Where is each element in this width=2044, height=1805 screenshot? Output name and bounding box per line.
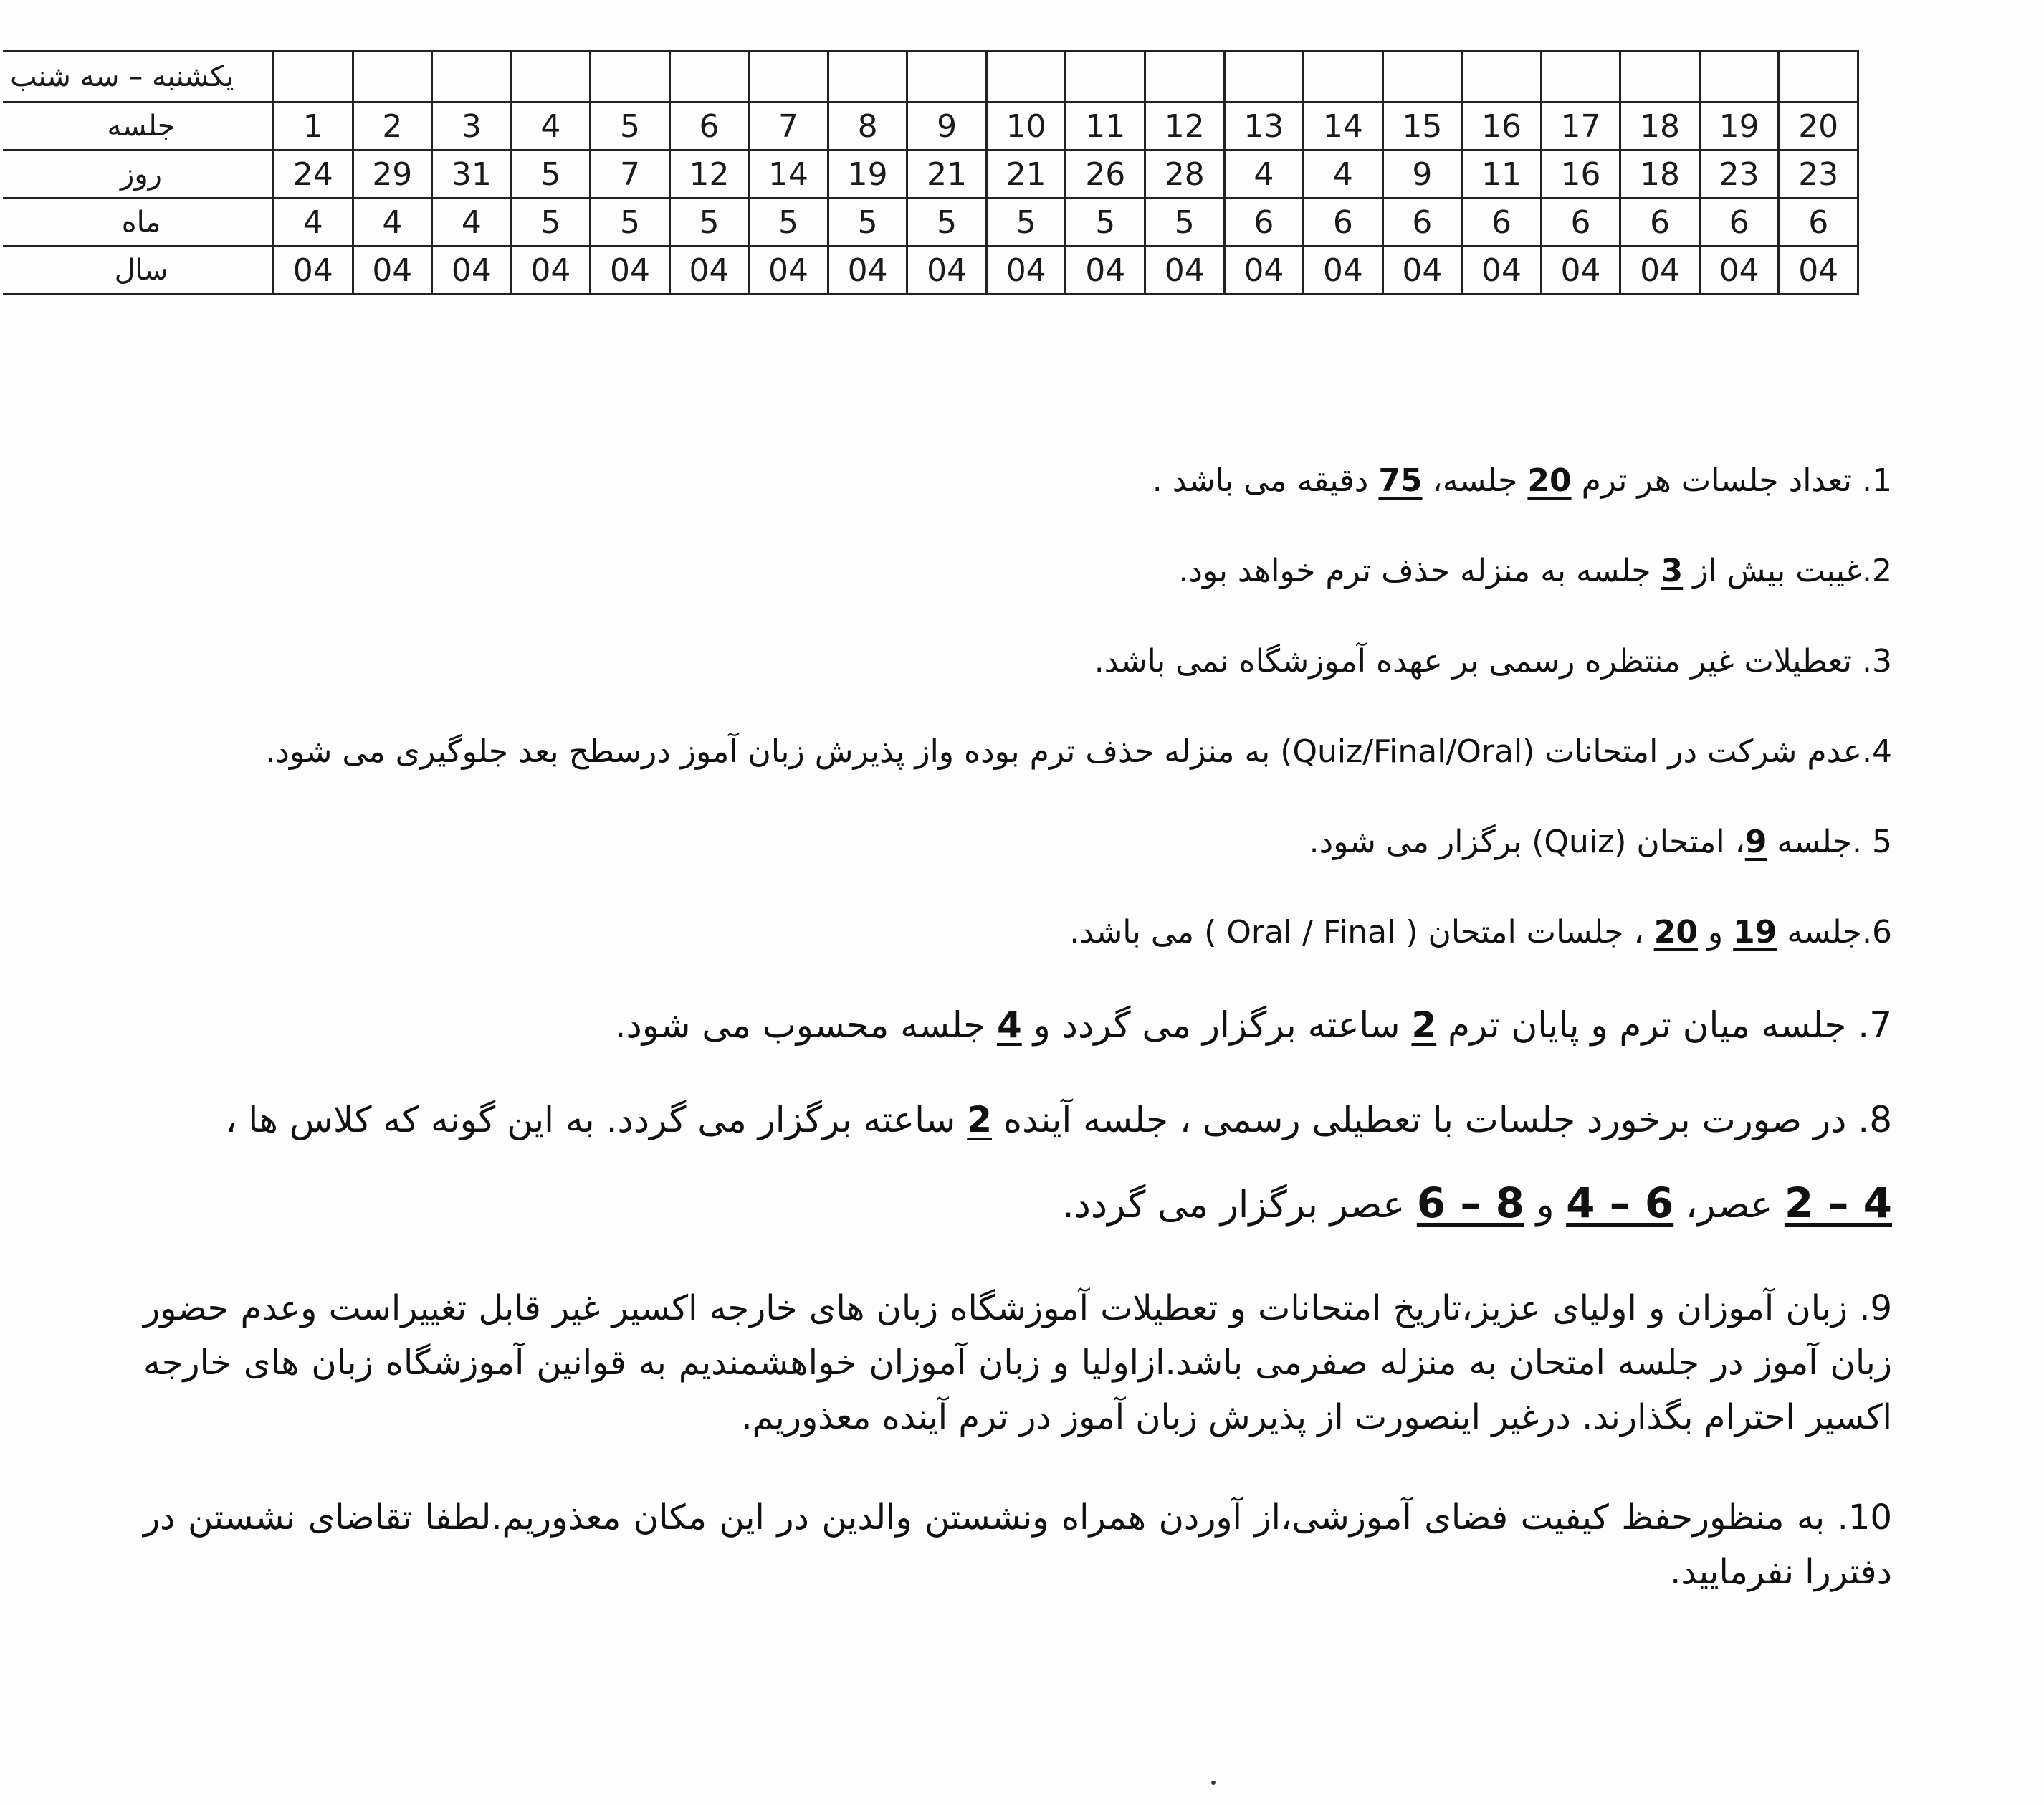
rule-text: تعطیلات غیر منتظره رسمی بر عهده آموزشگاه نمی باشد. <box>1094 643 1862 680</box>
rule-9 <box>143 1281 1892 1444</box>
time-slot: 6 – 8 <box>1416 1178 1524 1227</box>
table-cell-day: 14 <box>749 151 828 199</box>
exam-type: (Quiz) <box>1532 824 1627 860</box>
exam-types: (Quiz/Final/Oral) <box>1280 733 1535 770</box>
rule-2 <box>143 549 1892 594</box>
table-row-day <box>3 151 1858 199</box>
rule-1 <box>143 459 1892 503</box>
stray-dot-mark <box>1211 1781 1216 1785</box>
rules-list <box>143 459 1892 1645</box>
table-cell-session: 18 <box>1620 103 1700 151</box>
rule-number: 1. <box>1862 462 1892 499</box>
rule-number: 7. <box>1858 1004 1892 1046</box>
rule-text: جلسه به منزله حذف ترم خواهد بود. <box>1178 553 1661 589</box>
exam-types: ( Oral / Final ) <box>1204 914 1418 951</box>
table-cell-month: 6 <box>1699 199 1779 247</box>
rule-text: جلسه <box>1777 914 1862 951</box>
table-cell-session: 20 <box>1779 103 1858 151</box>
row-label: روز <box>3 151 274 199</box>
row-label: جلسه <box>3 103 274 151</box>
emphasis-number: 9 <box>1744 824 1767 860</box>
empty-cell <box>828 52 907 103</box>
rule-text: جلسه میان ترم و پایان ترم <box>1436 1004 1858 1046</box>
rule-number: 2. <box>1862 553 1892 589</box>
rule-number: 10 <box>1848 1497 1892 1538</box>
empty-cell <box>1699 52 1779 103</box>
rule-text: عصر برگزار می گردد. <box>1062 1184 1417 1227</box>
empty-cell <box>907 52 987 103</box>
table-cell-year: 04 <box>1462 247 1542 295</box>
table-cell-day: 23 <box>1779 151 1858 199</box>
rule-text: عصر، <box>1673 1184 1785 1227</box>
emphasis-number: 20 <box>1527 462 1572 499</box>
empty-cell <box>1462 52 1542 103</box>
table-cell-session: 6 <box>669 103 749 151</box>
table-cell-year: 04 <box>1066 247 1145 295</box>
rule-text: ساعته برگزار می گردد و <box>1021 1004 1412 1046</box>
empty-cell <box>511 52 591 103</box>
table-cell-year: 04 <box>591 247 670 295</box>
empty-cell <box>274 52 353 103</box>
table-cell-month: 4 <box>432 199 512 247</box>
empty-cell <box>986 52 1066 103</box>
emphasis-number: 3 <box>1661 553 1684 589</box>
empty-cell <box>353 52 432 103</box>
table-cell-month: 6 <box>1620 199 1700 247</box>
table-cell-day: 16 <box>1541 151 1620 199</box>
rule-text: در صورت برخورد جلسات با تعطیلی رسمی ، جلسه آینده <box>992 1099 1858 1140</box>
table-header-row <box>3 52 1858 103</box>
rule-6 <box>143 910 1892 955</box>
table-cell-day: 12 <box>669 151 749 199</box>
table-cell-day: 9 <box>1382 151 1462 199</box>
empty-cell <box>1620 52 1700 103</box>
table-cell-year: 04 <box>1304 247 1383 295</box>
table-cell-month: 5 <box>986 199 1066 247</box>
table-cell-month: 5 <box>828 199 907 247</box>
table-cell-session: 19 <box>1699 103 1779 151</box>
table-cell-month: 5 <box>1145 199 1225 247</box>
rule-text: و <box>1524 1184 1567 1227</box>
rule-5 <box>143 820 1892 865</box>
rule-text: زبان آموزان و اولیای عزیز،تاریخ امتحانات و تعطیلات آموزشگاه زبان های خارجه اکسیر غیر قابل تغییراست وعدم حضور زبان آموز در جلسه امتحان به منزله صفرمی باشد.ازاولیا و زبان آموزان خواهشمندیم به قوانین آموزشگاه زبان های خارجه اکسیر احترام بگذارند. درغیر اینصورت از پذیرش زبان آموز در ترم آینده معذوریم. <box>143 1288 1892 1437</box>
table-cell-session: 4 <box>511 103 591 151</box>
rule-text: دقیقه می باشد . <box>1152 462 1379 499</box>
table-cell-session: 7 <box>749 103 828 151</box>
table-cell-year: 04 <box>1541 247 1620 295</box>
empty-cell <box>432 52 512 103</box>
rule-text: به منزله حذف ترم بوده واز پذیرش زبان آموز درسطح بعد جلوگیری می شود. <box>265 733 1281 770</box>
rule-7 <box>143 1001 1892 1049</box>
table-row-session <box>3 103 1858 151</box>
table-cell-year: 04 <box>986 247 1066 295</box>
table-cell-day: 29 <box>353 151 432 199</box>
empty-cell <box>1224 52 1304 103</box>
empty-cell <box>591 52 670 103</box>
table-cell-day: 5 <box>511 151 591 199</box>
emphasis-number: 2 <box>967 1099 993 1140</box>
table-cell-session: 11 <box>1066 103 1145 151</box>
rule-text: غیبت بیش از <box>1683 553 1862 589</box>
row-label: ماه <box>3 199 274 247</box>
table-cell-day: 21 <box>986 151 1066 199</box>
empty-cell <box>1541 52 1620 103</box>
table-cell-month: 6 <box>1779 199 1858 247</box>
table-cell-day: 18 <box>1620 151 1700 199</box>
table-cell-month: 6 <box>1462 199 1542 247</box>
table-cell-day: 4 <box>1304 151 1383 199</box>
rule-number: 6. <box>1862 914 1892 951</box>
rule-text: ساعته برگزار می گردد. به این گونه که کلاس ها ، <box>225 1099 968 1140</box>
table-cell-year: 04 <box>432 247 512 295</box>
table-cell-session: 5 <box>591 103 670 151</box>
rule-text: برگزار می شود. <box>1309 824 1532 860</box>
rule-8-time-slots <box>143 1177 1892 1231</box>
header-label-cell: یکشنبه – سه شنب <box>3 52 274 103</box>
rule-text: ، امتحان <box>1626 824 1745 860</box>
table-cell-day: 21 <box>907 151 987 199</box>
empty-cell <box>1779 52 1858 103</box>
table-cell-session: 17 <box>1541 103 1620 151</box>
table-cell-session: 1 <box>274 103 353 151</box>
time-slot: 2 – 4 <box>1784 1178 1892 1227</box>
table-cell-session: 16 <box>1462 103 1542 151</box>
table-cell-month: 6 <box>1304 199 1383 247</box>
table-row-month <box>3 199 1858 247</box>
table-cell-year: 04 <box>274 247 353 295</box>
table-cell-session: 8 <box>828 103 907 151</box>
table-cell-year: 04 <box>353 247 432 295</box>
schedule-table <box>3 50 1859 295</box>
table-cell-month: 6 <box>1382 199 1462 247</box>
rule-text: و <box>1697 914 1734 951</box>
table-cell-year: 04 <box>1779 247 1858 295</box>
table-cell-session: 14 <box>1304 103 1383 151</box>
rule-text: ، جلسات امتحان <box>1418 914 1654 951</box>
table-cell-day: 24 <box>274 151 353 199</box>
emphasis-number: 20 <box>1653 914 1698 951</box>
empty-cell <box>1304 52 1383 103</box>
empty-cell <box>749 52 828 103</box>
table-cell-day: 26 <box>1066 151 1145 199</box>
table-row-year <box>3 247 1858 295</box>
table-cell-session: 15 <box>1382 103 1462 151</box>
table-cell-day: 7 <box>591 151 670 199</box>
rule-text: عدم شرکت در امتحانات <box>1534 733 1862 770</box>
table-cell-year: 04 <box>1382 247 1462 295</box>
table-cell-year: 04 <box>749 247 828 295</box>
rule-3 <box>143 639 1892 684</box>
rule-10 <box>143 1490 1892 1599</box>
table-cell-year: 04 <box>1699 247 1779 295</box>
table-cell-day: 4 <box>1224 151 1304 199</box>
empty-cell <box>1382 52 1462 103</box>
table-cell-year: 04 <box>1145 247 1225 295</box>
time-slot: 4 – 6 <box>1566 1178 1674 1227</box>
emphasis-number: 4 <box>996 1004 1022 1046</box>
table-cell-year: 04 <box>907 247 987 295</box>
table-cell-month: 5 <box>1066 199 1145 247</box>
table-cell-year: 04 <box>669 247 749 295</box>
table-cell-month: 4 <box>353 199 432 247</box>
table-cell-year: 04 <box>511 247 591 295</box>
rule-text: جلسه محسوب می شود. <box>614 1004 997 1046</box>
table-cell-month: 5 <box>591 199 670 247</box>
table-cell-day: 28 <box>1145 151 1225 199</box>
empty-cell <box>1145 52 1225 103</box>
table-cell-month: 5 <box>669 199 749 247</box>
emphasis-number: 75 <box>1378 462 1423 499</box>
row-label: سال <box>3 247 274 295</box>
table-cell-session: 12 <box>1145 103 1225 151</box>
table-cell-year: 04 <box>1224 247 1304 295</box>
rule-number: 9. <box>1859 1288 1892 1328</box>
rule-text: . به منظورحفظ کیفیت فضای آموزشی،از آوردن همراه ونشستن والدین در این مکان معذوریم.لطفا تقاضای نشستن در دفتررا نفرمایید. <box>143 1497 1892 1592</box>
rule-8 <box>143 1095 1892 1144</box>
rule-text: می باشد. <box>1069 914 1205 951</box>
table-cell-month: 4 <box>274 199 353 247</box>
table-cell-month: 5 <box>749 199 828 247</box>
table-cell-month: 5 <box>907 199 987 247</box>
table-cell-month: 6 <box>1541 199 1620 247</box>
rule-number: 3. <box>1862 643 1892 680</box>
table-cell-session: 13 <box>1224 103 1304 151</box>
emphasis-number: 19 <box>1733 914 1777 951</box>
empty-cell <box>1066 52 1145 103</box>
table-cell-day: 31 <box>432 151 512 199</box>
rule-text: تعداد جلسات هر ترم <box>1571 462 1862 499</box>
rule-text: جلسه، <box>1422 462 1528 499</box>
rule-number: 5 <box>1872 824 1892 860</box>
table-cell-session: 2 <box>353 103 432 151</box>
table-cell-day: 19 <box>828 151 907 199</box>
rule-number: 4. <box>1862 733 1892 770</box>
table-cell-day: 23 <box>1699 151 1779 199</box>
table-cell-year: 04 <box>828 247 907 295</box>
emphasis-number: 2 <box>1411 1004 1437 1046</box>
table-cell-session: 9 <box>907 103 987 151</box>
empty-cell <box>669 52 749 103</box>
table-cell-day: 11 <box>1462 151 1542 199</box>
table-cell-month: 6 <box>1224 199 1304 247</box>
table-cell-month: 5 <box>511 199 591 247</box>
table-cell-year: 04 <box>1620 247 1700 295</box>
table-cell-session: 10 <box>986 103 1066 151</box>
rule-4 <box>143 730 1892 774</box>
rule-text: .جلسه <box>1767 824 1872 860</box>
table-cell-session: 3 <box>432 103 512 151</box>
rule-number: 8. <box>1858 1099 1892 1140</box>
